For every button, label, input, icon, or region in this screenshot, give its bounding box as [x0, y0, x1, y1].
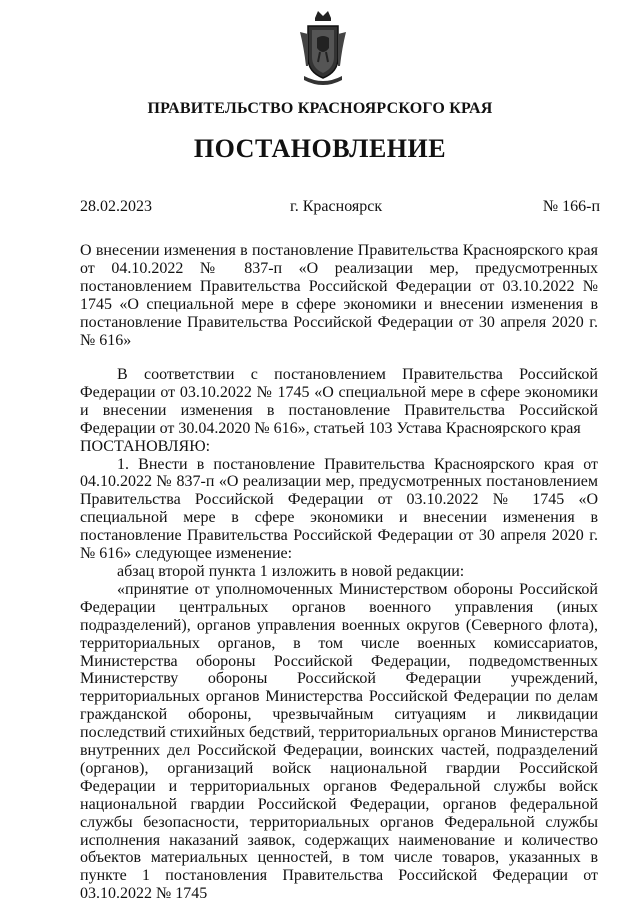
paragraph-item-1: 1. Внести в постановление Правительства Красноярского края от 04.10.2022 № 837-п «О реализации мер, предусмотренных постановлением Правительства Российской Федерации от 03.10.2022 № 1745 «О специальной мере в сфере экономики и внесении изменения в постановление Правительства Российской Федерации от 30 апреля 2020 г. № 616» следующее изменение: [80, 455, 598, 563]
paragraph-resolves: ПОСТАНОВЛЯЮ: [80, 437, 211, 455]
paragraph-preamble: В соответствии с постановлением Правительства Российской Федерации от 03.10.2022 № 1745 «О специальной мере в сфере экономики и внесении изменения в постановление Правительства Российской Федерации от 30.04.2020 № 616», статьей 103 Устава Красноярского края [80, 366, 598, 437]
document-body [80, 366, 598, 903]
document-title: ПОСТАНОВЛЕНИЕ [193, 134, 447, 163]
document-heading: О внесении изменения в постановление Правительства Красноярского края от 04.10.2022 № 837-п «О реализации мер, предусмотренных постановлением Правительства Российской Федерации от 03.10.2022 № 1745 «О специальной мере в сфере экономики и внесении изменения в постановление Правительства Российской Федерации от 30 апреля 2020 г. № 616» [80, 242, 598, 349]
document-number: № 166-п [542, 198, 600, 215]
document-city: г. Красноярск [290, 198, 383, 215]
document-date: 28.02.2023 [80, 198, 152, 215]
organization-name: ПРАВИТЕЛЬСТВО КРАСНОЯРСКОГО КРАЯ [147, 100, 493, 117]
paragraph-instruction: абзац второй пункта 1 изложить в новой редакции: [117, 562, 465, 580]
paragraph-new-text: «принятие от уполномоченных Министерством обороны Российской Федерации центральных органов военного управления (иных подразделений), органов управления военных округов (Северного флота), территориальных органов, в том числе военных комиссариатов, Министерства обороны Российской Федерации, подведомственных Министерству обороны Российской Федерации учреждений, территориальных органов Министерства Российской Федерации по делам гражданской обороны, чрезвычайным ситуациям и ликвидации последствий стихийных бедствий, территориальных органов Министерства внутренних дел Российской Федерации, воинских частей, подразделений (органов), организаций войск национальной гвардии Российской Федерации и территориальных органов Федеральной службы войск национальной гвардии Российской Федерации, органов федеральной службы безопасности, территориальных органов Федеральной службы исполнения наказаний заявок, содержащих наименование и количество объектов материальных ценностей, в том числе товаров, указанных в пункте 1 постановления Правительства Российской Федерации от 03.10.2022 № 1745 [80, 580, 598, 903]
coat-of-arms-icon [298, 8, 348, 88]
